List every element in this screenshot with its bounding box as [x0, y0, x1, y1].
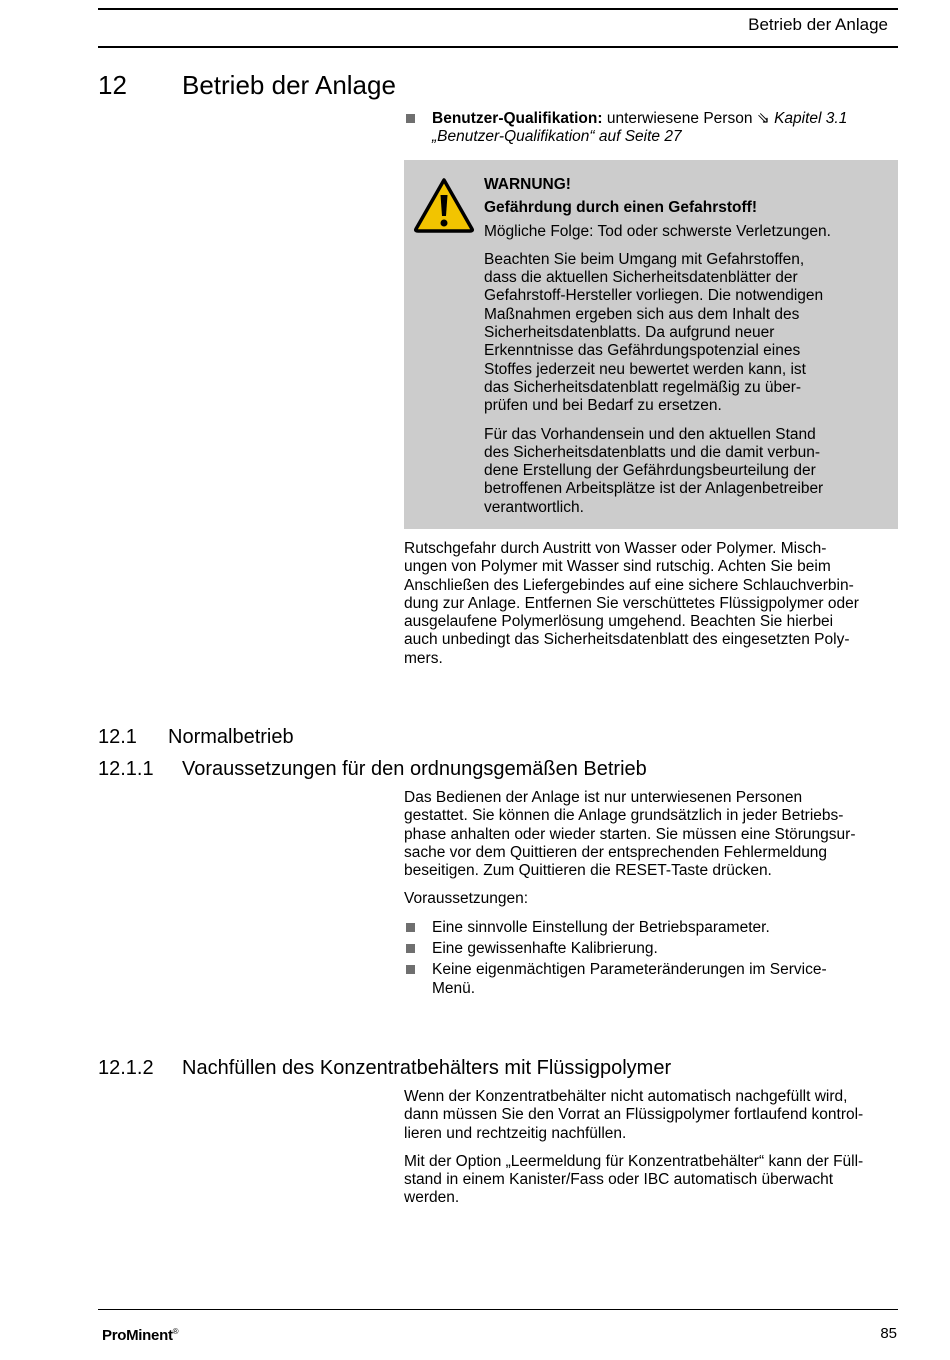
operation-paragraph: Das Bedienen der Anlage ist nur unterwiesenen Personen gestattet. Sie können die Anlage grundsätzlich in jeder Betriebs- phase anhalten oder wieder starten. Sie müssen eine Störungsur- sache vor dem Quittieren der entsprechenden Fehlermeldung beseitigen. Zum Quittieren die RESET-Taste drücken. [404, 789, 856, 880]
section-number: 12.1 [98, 726, 137, 748]
chapter-heading [98, 70, 396, 101]
option-paragraph: Mit der Option „Leermeldung für Konzentratbehälter“ kann der Füll- stand in einem Kanister/Fass oder IBC automatisch überwacht werden. [404, 1152, 864, 1207]
section-heading-12-1-2 [98, 1057, 671, 1080]
warning-title: WARNUNG! [484, 176, 571, 193]
section-number: 12.1.2 [98, 1057, 154, 1079]
header-top-rule [98, 8, 898, 10]
chapter-number: 12 [98, 70, 127, 100]
warning-box [404, 160, 898, 529]
section-title: Normalbetrieb [168, 726, 294, 748]
chapter-link-line2[interactable]: „Benutzer-Qualifikation“ auf Seite 27 [432, 128, 682, 146]
chapter-title: Betrieb der Anlage [182, 70, 396, 100]
section-heading-12-1 [98, 726, 294, 749]
section-title: Voraussetzungen für den ordnungsgemäßen Betrieb [182, 758, 647, 780]
section-title: Nachfüllen des Konzentratbehälters mit Flüssigpolymer [182, 1057, 672, 1079]
warning-triangle-icon [412, 176, 476, 234]
chapter-link[interactable]: Kapitel 3.1 [774, 110, 848, 127]
bullet-square-icon [406, 923, 415, 932]
prominent-logo: ProMinent® [102, 1327, 179, 1344]
warning-text [484, 176, 880, 517]
header-bottom-rule [98, 46, 898, 48]
footer-rule [98, 1309, 898, 1310]
warning-subtitle: Gefährdung durch einen Gefahrstoff! [484, 199, 757, 217]
prerequisites-label: Voraussetzungen: [404, 890, 529, 908]
bullet-square-icon [406, 944, 415, 953]
refill-paragraph: Wenn der Konzentratbehälter nicht automatisch nachgefüllt wird, dann müssen Sie den Vorrat an Flüssigpolymer fortlaufend kontrol- lieren und rechtzeitig nachfüllen. [404, 1088, 864, 1142]
bullet-square-icon [406, 114, 415, 123]
warning-paragraph-1: Beachten Sie beim Umgang mit Gefahrstoffen, dass die aktuellen Sicherheitsdatenblätter der Gefahrstoff-Hersteller vorliegen. Die notwendigen Maßnahmen ergeben sich aus dem Inhalt des Sicherheitsdatenblatts. Da aufgrund neuer Erkenntnisse das Gefährdungspotenzial eines Stoffes jederzeit neu bewertet werden kann, ist das Sicherheitsdatenblatt regelmäßig zu über- prüfen und bei Bedarf zu ersetzen. [484, 250, 824, 415]
slip-hazard-paragraph: Rutschgefahr durch Austritt von Wasser oder Polymer. Misch- ungen von Polymer mit Wasser sind rutschig. Achten Sie beim Anschließen des Liefergebindes auf eine sichere Schlauchverbin- dung zur Anlage. Entfernen Sie verschüttetes Flüssigpolymer oder ausgelaufene Polymerlösung umgehend. Beachten Sie hierbei auch unbedingt das Sicherheitsdatenblatt des eingesetzten Poly- mers. [404, 540, 859, 667]
qualification-bullet [404, 110, 898, 150]
page-number: 85 [880, 1325, 897, 1342]
bullet-square-icon [406, 965, 415, 974]
section-number: 12.1.1 [98, 758, 154, 780]
link-arrow-icon: ⇘ [756, 110, 770, 127]
warning-consequence: Mögliche Folge: Tod oder schwerste Verletzungen. [484, 222, 831, 240]
bullet-item: Eine gewissenhafte Kalibrierung. [404, 940, 898, 958]
qualification-text: unterwiesene Person [606, 110, 753, 127]
running-header-title: Betrieb der Anlage [748, 15, 888, 34]
warning-paragraph-2: Für das Vorhandensein und den aktuellen Stand des Sicherheitsdatenblatts und die damit verbun- dene Erstellung der Gefährdungsbeurteilung der betroffenen Arbeitsplätze ist der Anlagenbetreiber verantwortlich. [484, 425, 824, 516]
bullet-item: Keine eigenmächtigen Parameteränderungen im Service- Menü. [404, 961, 898, 998]
qualification-label: Benutzer-Qualifikation: [432, 110, 603, 127]
section-12-1-2-body [404, 1088, 898, 1218]
bullet-item: Eine sinnvolle Einstellung der Betriebsparameter. [404, 919, 898, 937]
section-heading-12-1-1 [98, 758, 647, 781]
bullet-item [404, 110, 898, 147]
section-12-1-1-body [404, 789, 898, 1001]
